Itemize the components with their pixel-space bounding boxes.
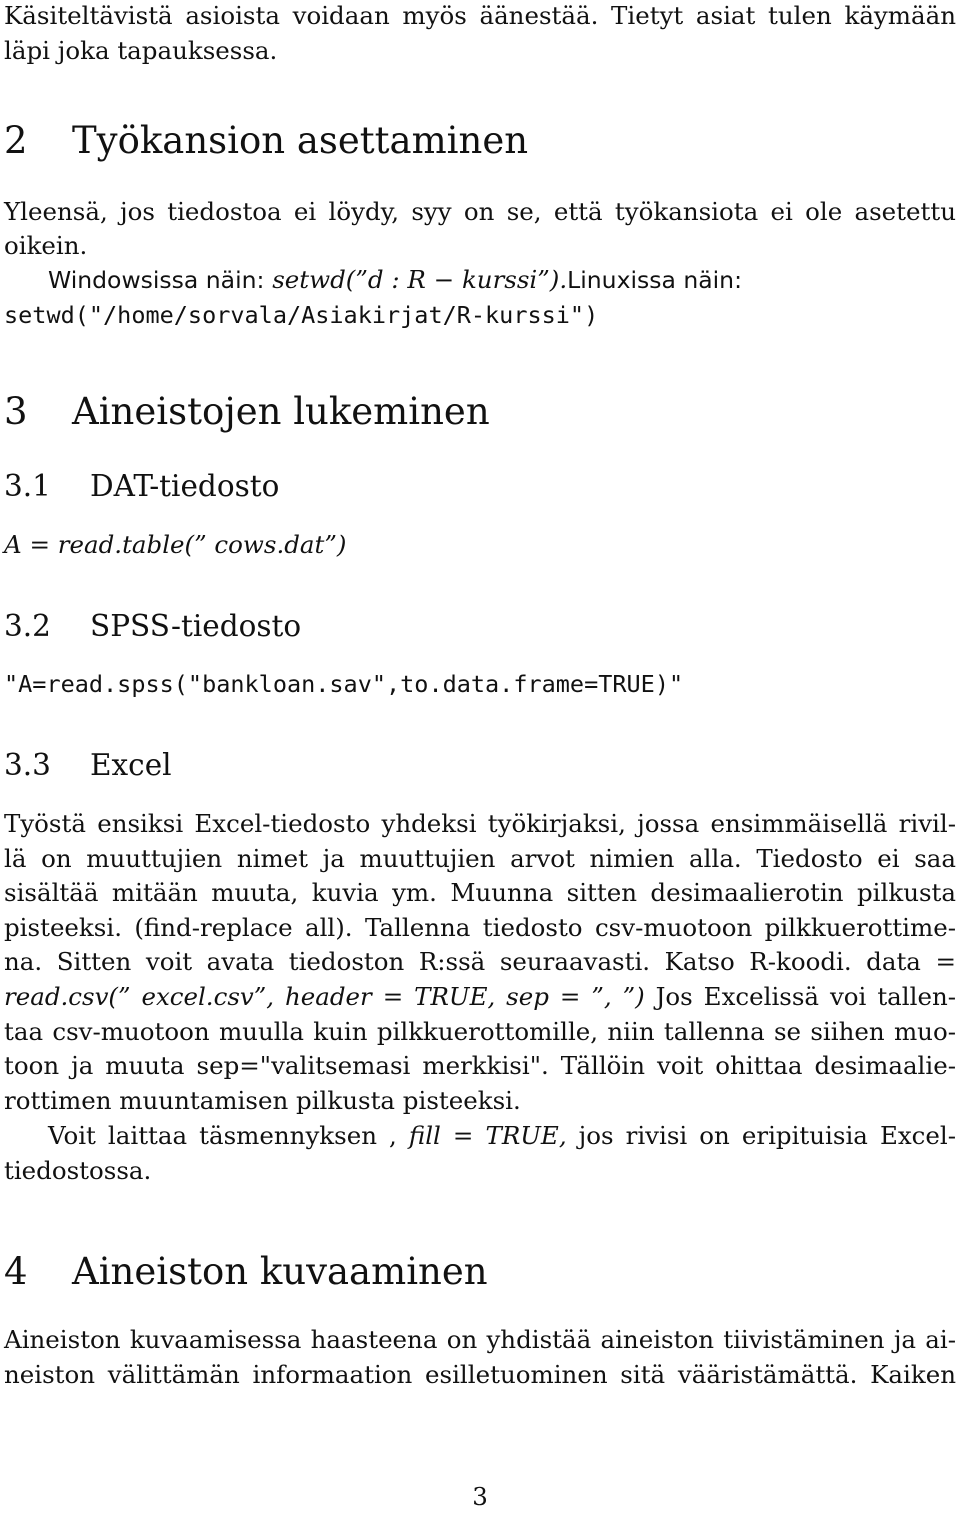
windows-math: setwd(”d : R − kurssi”). (272, 265, 568, 294)
section-2-heading (4, 119, 529, 162)
excel-line-3: sisältää mitään muuta, kuvia ym. Muunna sitten desimaalierotin pilkusta (4, 878, 956, 907)
section-4-line-1: Aineiston kuvaamisessa haasteena on yhdistää aineiston tiivistäminen ja ai- (4, 1325, 956, 1354)
subsection-title: Excel (90, 748, 172, 782)
fill-math: fill = TRUE, (408, 1121, 567, 1150)
intro-line-2: läpi joka tapauksessa. (4, 36, 278, 65)
section-2-line-1: Yleensä, jos tiedostoa ei löydy, syy on se, että työkansiota ei ole asetettu (4, 197, 956, 226)
windows-label: Windowsissa näin: (48, 266, 265, 294)
section-number: 4 (4, 1250, 28, 1293)
section-4-heading (4, 1250, 488, 1293)
spss-code: "A=read.spss("bankloan.sav",to.data.frame=TRUE)" (4, 670, 684, 698)
subsection-number: 3.3 (4, 748, 51, 782)
subsection-3-1-heading (4, 469, 280, 503)
subsection-3-2-heading (4, 609, 302, 643)
subsection-number: 3.1 (4, 469, 51, 503)
excel-line-8: toon ja muuta sep="valitsemasi merkkisi". Tällöin voit ohittaa desimaalie- (4, 1051, 956, 1080)
excel-line-1: Työstä ensiksi Excel-tiedosto yhdeksi työkirjaksi, jossa ensimmäisellä rivil- (4, 809, 956, 838)
section-number: 2 (4, 119, 28, 162)
section-title: Aineiston kuvaaminen (72, 1250, 488, 1293)
subsection-title: SPSS-tiedosto (90, 609, 302, 643)
intro-line-1: Käsiteltävistä asioista voidaan myös äänestää. Tietyt asiat tulen käymään (4, 1, 956, 30)
subsection-3-3-heading (4, 748, 172, 782)
section-number: 3 (4, 390, 28, 433)
excel-line-7: taa csv-muotoon muulla kuin pilkkuerottomille, niin tallenna se siihen muo- (4, 1017, 956, 1046)
excel-line-5: na. Sitten voit avata tiedoston R:ssä seuraavasti. Katso R-koodi. data = (4, 947, 956, 976)
fill-text-a: Voit laittaa täsmennyksen , (48, 1121, 397, 1150)
subsection-title: DAT-tiedosto (90, 469, 280, 503)
section-3-heading (4, 390, 490, 433)
section-2-line-2: oikein. (4, 231, 88, 260)
page-number: 3 (472, 1482, 488, 1511)
csv-code: read.csv(” excel.csv”, header = TRUE, sep = ”, ”) (4, 982, 645, 1011)
fill-text-b: jos rivisi on eripituisia Excel- (578, 1121, 956, 1150)
section-4-line-2: neiston välittämän informaation esilletuominen sitä vääristämättä. Kaiken (4, 1360, 956, 1389)
section-title: Aineistojen lukeminen (72, 390, 490, 433)
section-title: Työkansion asettaminen (72, 119, 529, 162)
linux-code: setwd("/home/sorvala/Asiakirjat/R-kurssi") (4, 301, 599, 329)
excel-line-4: pisteeksi. (find-replace all). Tallenna tiedosto csv-muotoon pilkkuerottime- (4, 913, 956, 942)
subsection-number: 3.2 (4, 609, 51, 643)
linux-label: Linuxissa näin: (567, 266, 742, 294)
excel-line-9: rottimen muuntamisen pilkusta pisteeksi. (4, 1086, 521, 1115)
excel-paragraph-2-line-1 (48, 1121, 956, 1150)
windows-instruction (48, 265, 742, 294)
dat-code: A = read.table(” cows.dat”) (4, 530, 347, 559)
excel-line-6-text: Jos Excelissä voi tallen- (655, 982, 957, 1011)
excel-line-6 (4, 982, 957, 1011)
excel-paragraph-2-line-2: tiedostossa. (4, 1156, 152, 1185)
excel-line-2: lä on muuttujien nimet ja muuttujien arvot nimien alla. Tiedosto ei saa (4, 844, 956, 873)
